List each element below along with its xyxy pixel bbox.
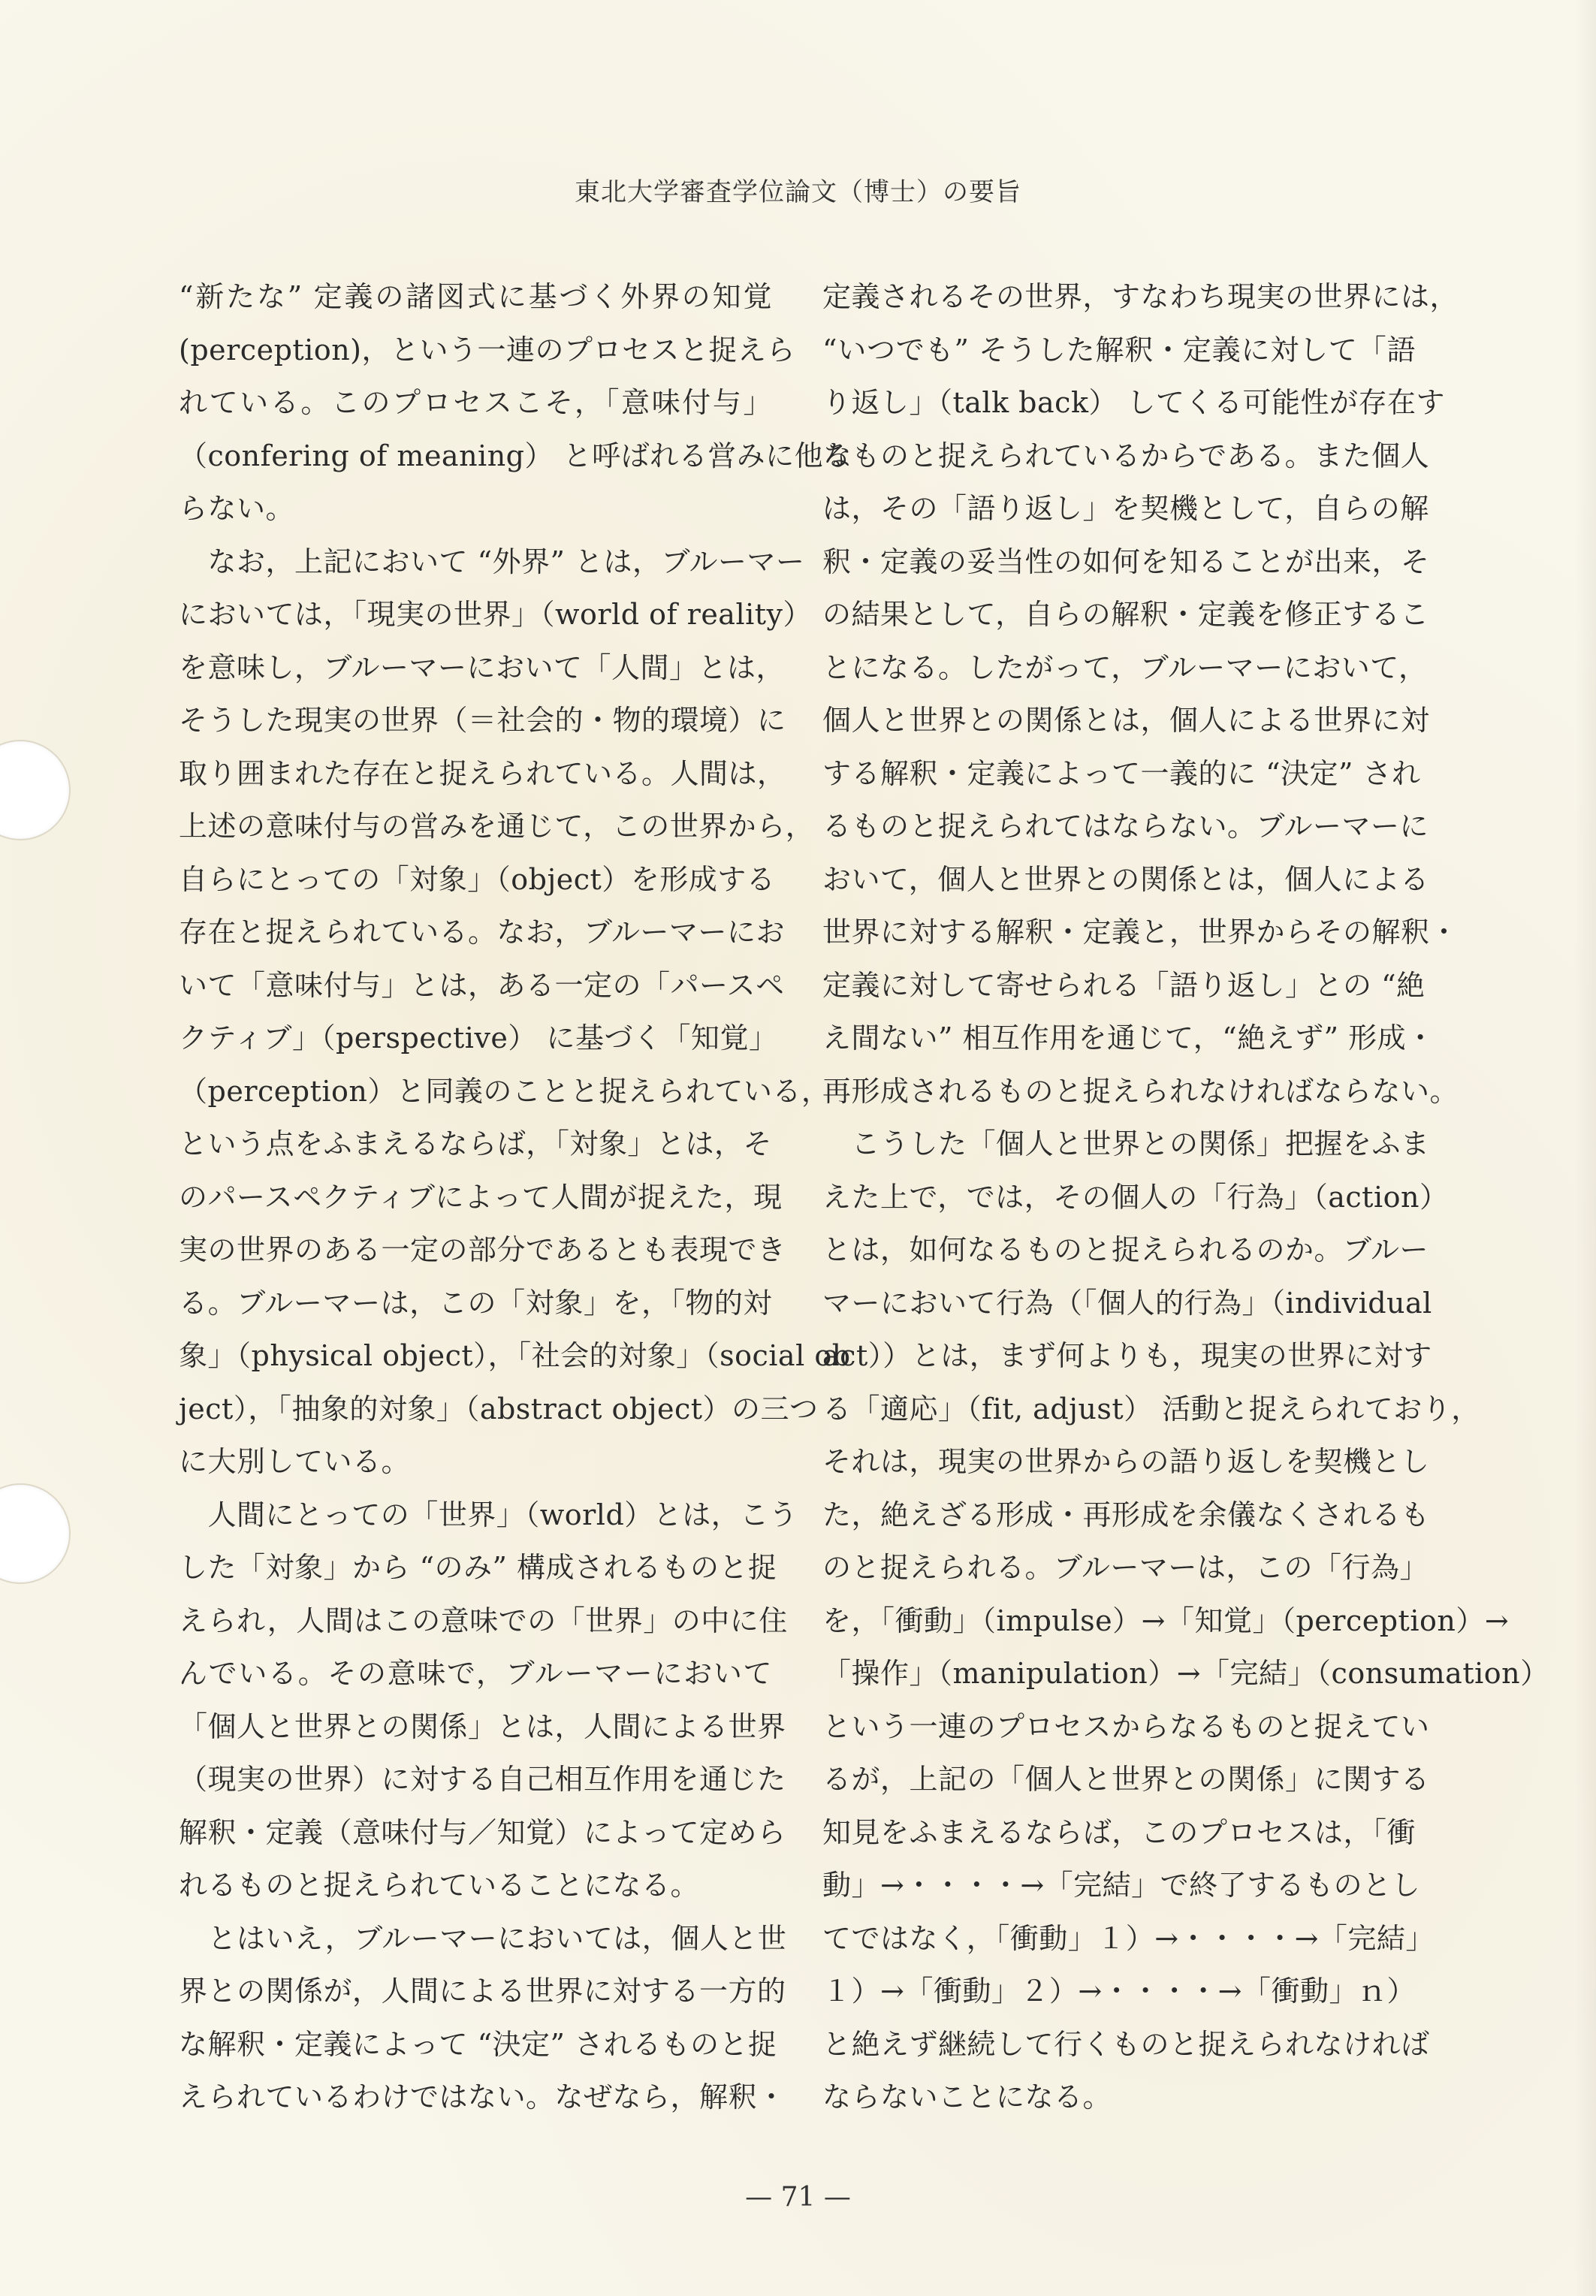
text-line: 取り囲まれた存在と捉えられている。人間は，: [179, 756, 786, 790]
text-line: らない。: [179, 492, 295, 525]
text-line: 界との関係が，人間による世界に対する一方的: [179, 1975, 786, 2008]
text-line: るものと捉えられてはならない。ブルーマーに: [822, 810, 1429, 843]
text-line: 定義されるその世界，すなわち現実の世界には，: [822, 280, 1459, 313]
text-line: 「個人と世界との関係」とは，人間による世界: [179, 1709, 786, 1743]
text-line: えた上で，では，その個人の「行為」（action）: [822, 1180, 1449, 1214]
text-line: “新たな” 定義の諸図式に基づく外界の知覚: [179, 280, 772, 313]
text-line: 知見をふまえるならば，このプロセスは，「衝: [822, 1815, 1416, 1849]
text-line: 上述の意味付与の営みを通じて，この世界から，: [179, 810, 815, 843]
text-line: とはいえ，ブルーマーにおいては，個人と世: [179, 1921, 787, 1955]
text-line: (perception)，という一連のプロセスと捉えら: [179, 333, 796, 367]
text-line: んでいる。その意味で，ブルーマーにおいて: [179, 1657, 772, 1690]
text-line: り返し」（talk back） してくる可能性が存在す: [822, 386, 1446, 419]
text-line: 象」（physical object），「社会的対象」（social ob: [179, 1339, 851, 1372]
text-line: えられているわけではない。なぜなら，解釈・: [179, 2080, 786, 2113]
text-line: 「操作」（manipulation）→「完結」（consumation）: [822, 1657, 1549, 1690]
text-line: （現実の世界）に対する自己相互作用を通じた: [179, 1763, 786, 1796]
text-line: なお，上記において “外界” とは，ブルーマー: [179, 545, 805, 578]
text-line: れている。このプロセスこそ，「意味付与」: [179, 386, 772, 419]
text-line: ならないことになる。: [822, 2080, 1112, 2113]
text-line: えられ，人間はこの意味での「世界」の中に住: [179, 1604, 788, 1637]
page-edge-shadow: [1575, 0, 1596, 2296]
text-line: そうした現実の世界（＝社会的・物的環境）に: [179, 704, 786, 737]
text-line: る。ブルーマーは，この「対象」を，「物的対: [179, 1286, 772, 1320]
text-line: とになる。したがって，ブルーマーにおいて，: [822, 650, 1428, 684]
text-line: act））とは，まず何よりも，現実の世界に対す: [822, 1339, 1432, 1372]
text-line: 動」→・・・・→「完結」で終了するものとし: [822, 1869, 1421, 1902]
page-number: — 71 —: [745, 2182, 851, 2213]
text-line: え間ない” 相互作用を通じて，“絶えず” 形成・: [822, 1021, 1435, 1054]
text-line: 実の世界のある一定の部分であるとも表現でき: [179, 1233, 786, 1266]
text-line: （perception）と同義のことと捉えられている，: [179, 1074, 831, 1108]
text-line: 定義に対して寄せられる「語り返し」との “絶: [822, 968, 1426, 1002]
text-line: てではなく，「衝動」１）→・・・・→「完結」: [822, 1921, 1435, 1955]
text-line: を意味し，ブルーマーにおいて「人間」とは，: [179, 650, 785, 684]
text-line: した「対象」から “のみ” 構成されるものと捉: [179, 1551, 777, 1584]
text-line: 存在と捉えられている。なお，ブルーマーにお: [179, 916, 785, 949]
text-line: においては，「現実の世界」（world of reality）: [179, 598, 813, 631]
text-line: クティブ」（perspective） に基づく「知覚」: [179, 1021, 778, 1054]
text-line: に大別している。: [179, 1445, 411, 1478]
text-line: おいて，個人と世界との関係とは，個人による: [822, 862, 1429, 896]
text-line: を，「衝動」（impulse）→「知覚」（perception）→: [822, 1604, 1510, 1637]
text-line: るが，上記の「個人と世界との関係」に関する: [822, 1763, 1430, 1796]
text-line: 自らにとっての「対象」（object）を形成する: [179, 862, 776, 896]
text-line: いて「意味付与」とは，ある一定の「パースペ: [179, 968, 785, 1002]
text-line: れるものと捉えられていることになる。: [179, 1869, 700, 1902]
text-line: のと捉えられる。ブルーマーは，この「行為」: [822, 1551, 1429, 1584]
text-line: と絶えず継続して行くものと捉えられなければ: [822, 2027, 1430, 2061]
text-line: １）→「衝動」２）→・・・・→「衝動」ｎ）: [822, 1975, 1416, 2008]
text-line: 世界に対する解釈・定義と，世界からその解釈・: [822, 916, 1459, 949]
running-header: 東北大学審査学位論文（博士）の要旨: [575, 177, 1021, 207]
text-line: それは，現実の世界からの語り返しを契機とし: [822, 1445, 1430, 1478]
text-line: は，その「語り返し」を契機として，自らの解: [822, 492, 1429, 525]
text-line: のパースペクティブによって人間が捉えた，現: [179, 1180, 783, 1214]
right-column: [822, 270, 1549, 2124]
text-line: する解釈・定義によって一義的に “決定” され: [822, 756, 1421, 790]
text-line: 個人と世界との関係とは，個人による世界に対: [822, 704, 1430, 737]
text-line: とは，如何なるものと捉えられるのか。ブルー: [822, 1233, 1429, 1266]
text-line: “いつでも” そうした解釈・定義に対して「語: [822, 333, 1416, 367]
text-line: という一連のプロセスからなるものと捉えてい: [822, 1709, 1430, 1743]
text-line: 人間にとっての「世界」（world）とは，こう: [179, 1498, 798, 1531]
text-line: こうした「個人と世界との関係」把握をふま: [822, 1127, 1430, 1160]
text-line: 釈・定義の妥当性の如何を知ることが出来，そ: [822, 545, 1430, 578]
text-line: の結果として，自らの解釈・定義を修正するこ: [822, 598, 1429, 631]
text-line: な解釈・定義によって “決定” されるものと捉: [179, 2027, 777, 2061]
text-line: マーにおいて行為（「個人的行為」（individual: [822, 1286, 1432, 1320]
text-line: ject），「抽象的対象」（abstract object）の三つ: [179, 1392, 819, 1426]
text-line: る「適応」（fit, adjust） 活動と捉えられており，: [822, 1392, 1480, 1426]
left-column: [179, 270, 852, 2124]
text-line: 再形成されるものと捉えられなければならない。: [822, 1074, 1459, 1108]
text-line: た，絶えざる形成・再形成を余儀なくされるも: [822, 1498, 1430, 1531]
text-line: （confering of meaning） と呼ばれる営みに他な: [179, 439, 852, 472]
text-line: るものと捉えられているからである。また個人: [822, 439, 1430, 472]
text-line: という点をふまえるならば，「対象」とは，そ: [179, 1127, 772, 1160]
text-line: 解釈・定義（意味付与／知覚）によって定めら: [179, 1815, 786, 1849]
